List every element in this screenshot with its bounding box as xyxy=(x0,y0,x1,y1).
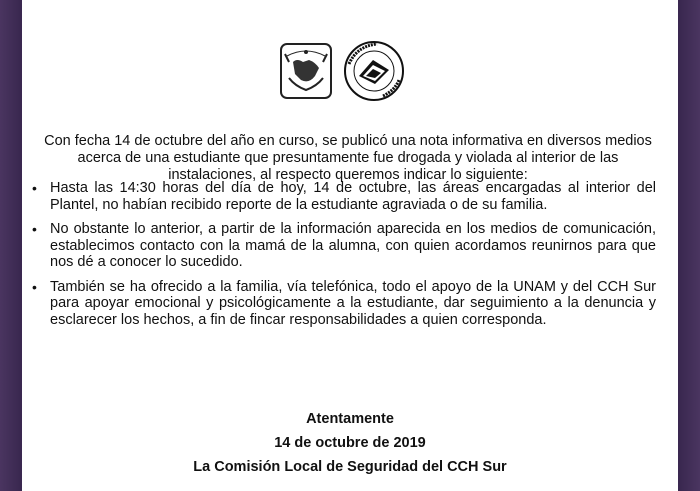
unam-seal-logo xyxy=(275,40,337,102)
closing-date: 14 de octubre de 2019 xyxy=(274,435,426,451)
bullet-item xyxy=(28,221,656,271)
closing-block xyxy=(22,407,678,479)
bullet-item xyxy=(28,279,656,329)
bullet-text: También se ha ofrecido a la familia, vía telefónica, todo el apoyo de la UNAM y del CCH Sur para apoyar emocional y psicológicamente a la estudiante, dar seguimiento a la denuncia y esclarecer los hechos, a fin de fincar responsabilidades a quien corresponda. xyxy=(50,278,656,328)
bullet-text: No obstante lo anterior, a partir de la información aparecida en los medios de comunicación, establecimos contacto con la mamá de la alumna, con quien acordamos reunirnos para que nos dé a conocer lo sucedido. xyxy=(50,221,656,270)
closing-salutation: Atentamente xyxy=(306,411,394,427)
cch-sur-logo xyxy=(343,40,405,102)
bullet-list xyxy=(28,180,656,336)
bullet-item xyxy=(28,180,656,213)
closing-signature: La Comisión Local de Seguridad del CCH Sur xyxy=(193,459,507,475)
bullet-icon: • xyxy=(32,180,37,196)
logos xyxy=(275,40,415,102)
bullet-text: Hasta las 14:30 horas del día de hoy, 14 de octubre, las áreas encargadas al interior del Plantel, no habían recibido reporte de la estudiante agraviada o de su familia. xyxy=(50,180,656,213)
bullet-icon: • xyxy=(32,278,37,295)
intro-paragraph: Con fecha 14 de octubre del año en curso, se publicó una nota informativa en diversos medios acerca de una estudiante que presuntamente fue drogada y violada al interior de las instalaciones, al respecto queremos indicar lo siguiente: xyxy=(44,132,652,183)
bullet-icon: • xyxy=(32,221,37,237)
